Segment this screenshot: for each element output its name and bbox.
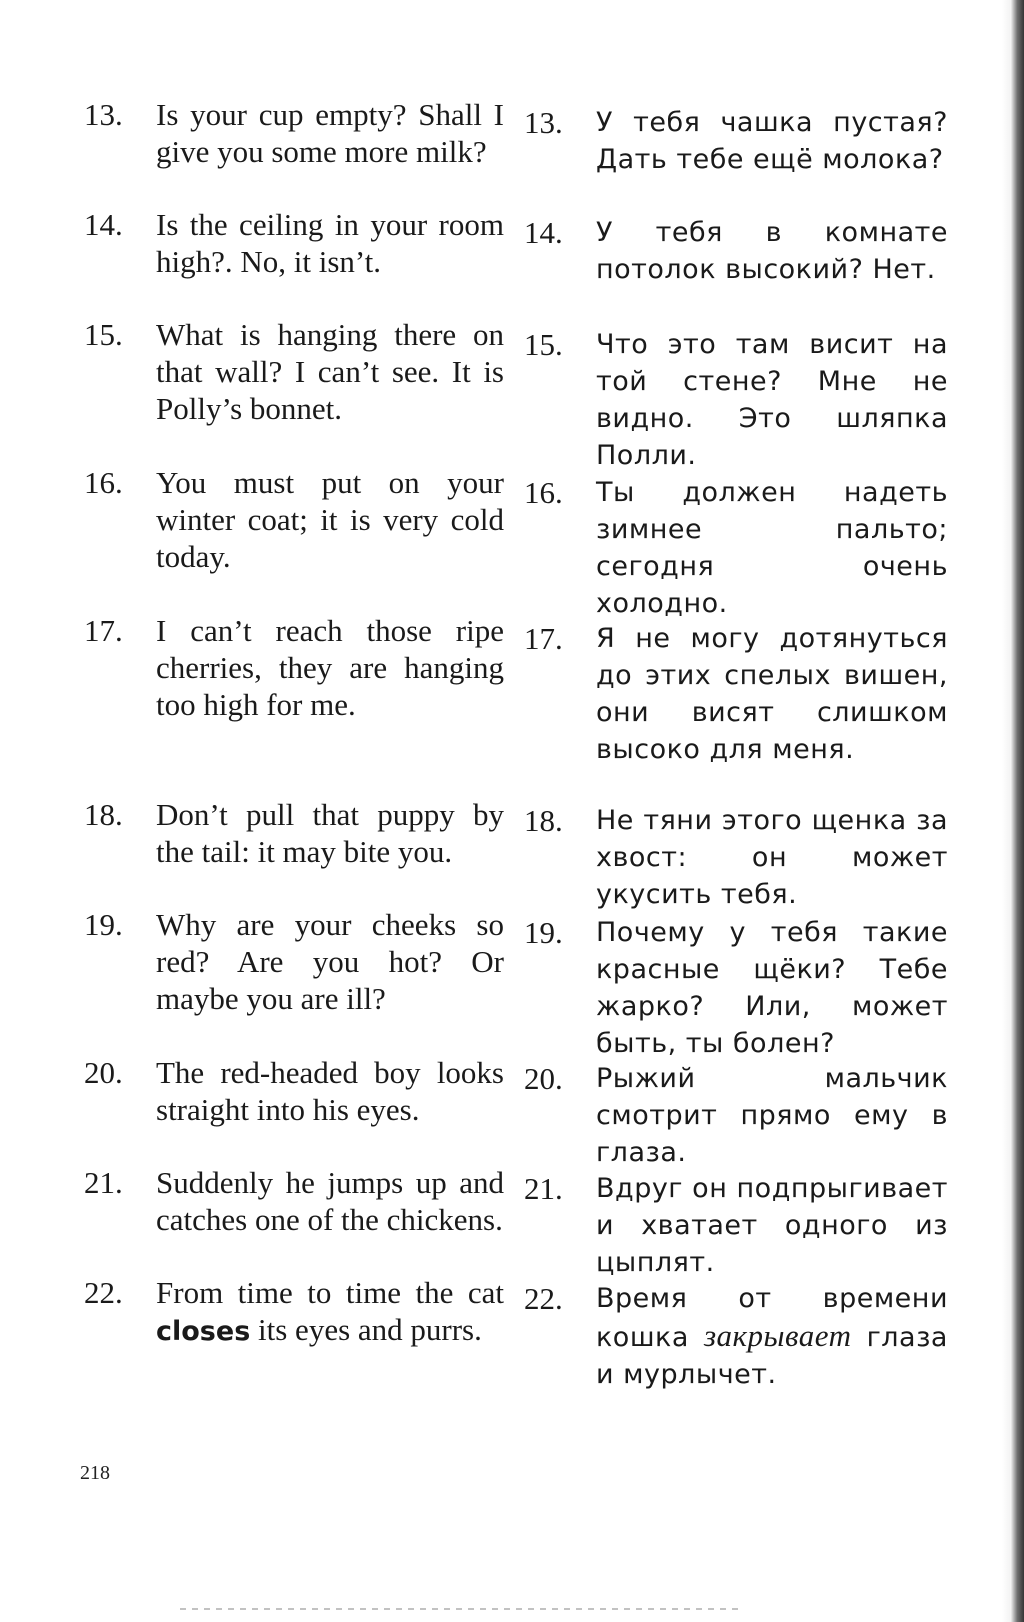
item-number: 14. bbox=[524, 215, 563, 250]
russian-sentence: У тебя в комнате потолок высокий? Нет. bbox=[596, 217, 948, 285]
book-spine-edge bbox=[1002, 0, 1024, 1622]
russian-sentence bbox=[596, 1280, 948, 1393]
russian-sentence: Что это там висит на той стене? Мне не видно. Это шляпка Полли. bbox=[596, 329, 948, 471]
item-number: 22. bbox=[84, 1275, 123, 1310]
russian-sentence: У тебя чашка пустая? Дать тебе ещё молока? bbox=[596, 107, 948, 175]
item-number: 19. bbox=[84, 907, 123, 942]
sentence-part: its eyes and purrs. bbox=[250, 1312, 482, 1347]
russian-sentence: Вдруг он подпрыгивает и хватает одного из цыплят. bbox=[596, 1173, 948, 1278]
page-number: 218 bbox=[80, 1462, 110, 1484]
sentence-part: глаза и мурлычет. bbox=[596, 1322, 948, 1390]
item-number: 22. bbox=[524, 1281, 563, 1316]
russian-sentence: Почему у тебя такие красные щёки? Тебе жарко? Или, может быть, ты болен? bbox=[596, 917, 948, 1059]
item-number: 13. bbox=[524, 105, 563, 140]
item-number: 16. bbox=[84, 465, 123, 500]
highlighted-word: closes bbox=[156, 1316, 251, 1347]
item-number: 18. bbox=[524, 803, 563, 838]
english-sentence: Suddenly he jumps up and catches one of the chickens. bbox=[156, 1165, 504, 1237]
item-number: 21. bbox=[84, 1165, 123, 1200]
item-number: 20. bbox=[84, 1055, 123, 1090]
english-sentence: What is hanging there on that wall? I can’t see. It is Polly’s bonnet. bbox=[156, 317, 504, 426]
sentence-part: Время от времени кошка bbox=[596, 1283, 948, 1353]
item-number: 15. bbox=[524, 327, 563, 362]
item-number: 17. bbox=[84, 613, 123, 648]
english-sentence: Is the ceiling in your room high?. No, it isn’t. bbox=[156, 207, 504, 279]
russian-sentence: Я не могу дотянуться до этих спелых вишен, они висят слишком высоко для меня. bbox=[596, 623, 948, 765]
english-sentence: Why are your cheeks so red? Are you hot? Or maybe you are ill? bbox=[156, 907, 504, 1016]
russian-sentence: Рыжий мальчик смотрит прямо ему в глаза. bbox=[596, 1063, 948, 1168]
scan-artifact-line bbox=[180, 1608, 740, 1610]
english-sentence: Don’t pull that puppy by the tail: it may bite you. bbox=[156, 797, 504, 869]
item-number: 14. bbox=[84, 207, 123, 242]
item-number: 21. bbox=[524, 1171, 563, 1206]
item-number: 16. bbox=[524, 475, 563, 510]
english-sentence: The red-headed boy looks straight into his eyes. bbox=[156, 1055, 504, 1127]
highlighted-word: закрывает bbox=[703, 1318, 852, 1353]
item-number: 17. bbox=[524, 621, 563, 656]
item-number: 20. bbox=[524, 1061, 563, 1096]
english-sentence: Is your cup empty? Shall I give you some more milk? bbox=[156, 97, 504, 169]
english-sentence: I can’t reach those ripe cherries, they are hanging too high for me. bbox=[156, 613, 504, 722]
english-sentence bbox=[156, 1274, 504, 1350]
item-number: 13. bbox=[84, 97, 123, 132]
item-number: 15. bbox=[84, 317, 123, 352]
english-sentence: You must put on your winter coat; it is very cold today. bbox=[156, 465, 504, 574]
item-number: 18. bbox=[84, 797, 123, 832]
russian-sentence: Ты должен надеть зимнее пальто; сегодня очень холодно. bbox=[596, 477, 948, 619]
russian-sentence: Не тяни этого щенка за хвост: он может укусить тебя. bbox=[596, 805, 948, 910]
sentence-part: From time to time the cat bbox=[156, 1275, 504, 1310]
item-number: 19. bbox=[524, 915, 563, 950]
